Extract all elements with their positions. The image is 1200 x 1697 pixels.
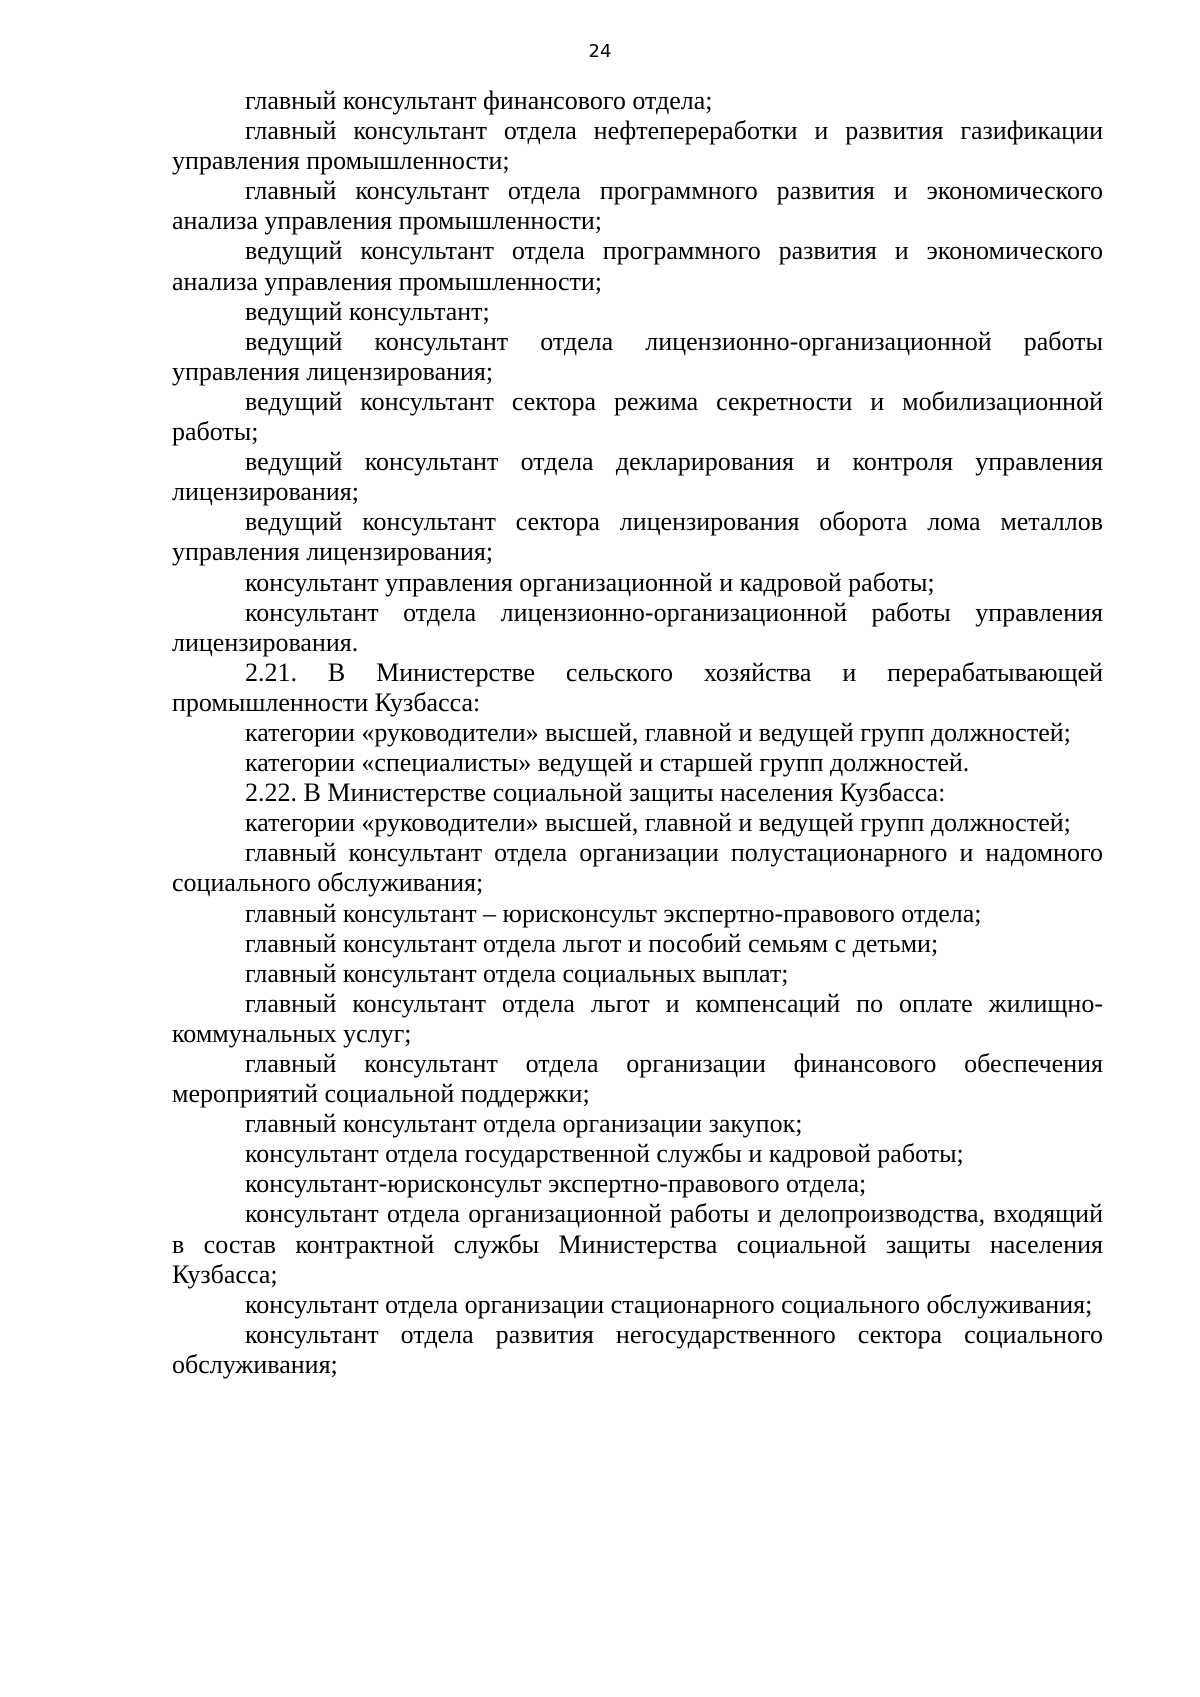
- paragraph: главный консультант отдела льгот и компенсаций по оплате жилищно-коммунальных услуг;: [172, 988, 1103, 1048]
- paragraph: консультант отдела организационной работы и делопроизводства, входящий в состав контрактной службы Министерства социальной защиты населения Кузбасса;: [172, 1199, 1103, 1289]
- paragraph: категории «руководители» высшей, главной и ведущей групп должностей;: [245, 808, 1071, 838]
- paragraph: главный консультант – юрисконсульт экспертно-правового отдела;: [245, 898, 982, 928]
- paragraph: главный консультант отдела организации закупок;: [245, 1109, 803, 1139]
- paragraph: консультант управления организационной и кадровой работы;: [245, 567, 935, 597]
- paragraph: главный консультант отдела программного развития и экономического анализа управления промышленности;: [172, 176, 1103, 236]
- page-number: 24: [588, 41, 612, 62]
- paragraph: главный консультант отдела социальных выплат;: [245, 958, 789, 988]
- paragraph: главный консультант отдела организации полустационарного и надомного социального обслуживания;: [172, 838, 1103, 898]
- paragraph: консультант отдела организации стационарного социального обслуживания;: [245, 1289, 1093, 1319]
- section-heading-2-22: 2.22. В Министерстве социальной защиты населения Кузбасса:: [245, 778, 946, 808]
- document-body: [172, 86, 1103, 1380]
- paragraph: консультант отдела государственной службы и кадровой работы;: [245, 1139, 964, 1169]
- section-heading-2-21: 2.21. В Министерстве сельского хозяйства и перерабатывающей промышленности Кузбасса:: [172, 657, 1103, 717]
- paragraph: ведущий консультант;: [245, 296, 490, 326]
- paragraph: консультант отдела развития негосударственного сектора социального обслуживания;: [172, 1319, 1103, 1379]
- paragraph: главный консультант отдела организации финансового обеспечения мероприятий социальной поддержки;: [172, 1049, 1103, 1109]
- paragraph: консультант отдела лицензионно-организационной работы управления лицензирования.: [172, 597, 1103, 657]
- paragraph: главный консультант финансового отдела;: [245, 86, 713, 115]
- paragraph: главный консультант отдела льгот и пособий семьям с детьми;: [245, 928, 939, 958]
- paragraph: главный консультант отдела нефтепереработки и развития газификации управления промышленности;: [172, 116, 1103, 176]
- paragraph: ведущий консультант отдела декларирования и контроля управления лицензирования;: [172, 447, 1103, 507]
- paragraph: ведущий консультант отдела лицензионно-организационной работы управления лицензирования;: [172, 326, 1103, 386]
- paragraph: ведущий консультант отдела программного развития и экономического анализа управления промышленности;: [172, 236, 1103, 296]
- paragraph: категории «специалисты» ведущей и старшей групп должностей.: [245, 748, 970, 778]
- paragraph: консультант-юрисконсульт экспертно-правового отдела;: [245, 1169, 867, 1199]
- paragraph: ведущий консультант сектора режима секретности и мобилизационной работы;: [172, 386, 1103, 447]
- paragraph: ведущий консультант сектора лицензирования оборота лома металлов управления лицензирования;: [172, 507, 1103, 567]
- paragraph: категории «руководители» высшей, главной и ведущей групп должностей;: [245, 717, 1071, 747]
